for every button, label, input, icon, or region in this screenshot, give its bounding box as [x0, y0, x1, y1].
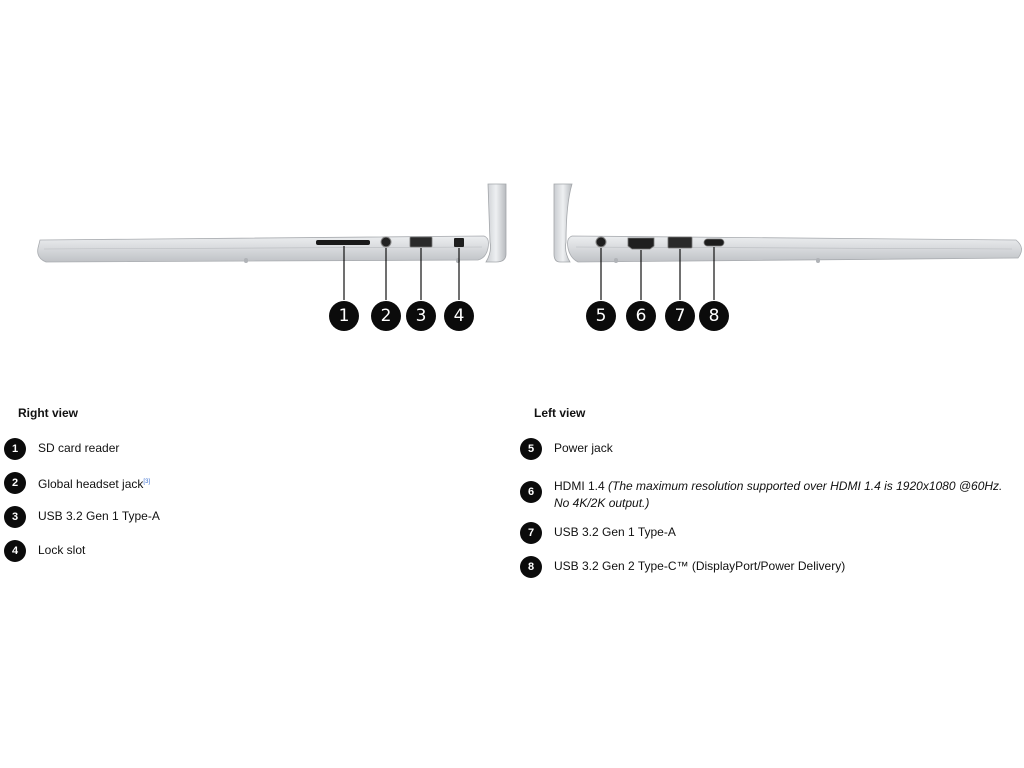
laptop-side-views-figure	[0, 0, 1024, 340]
callout-5: 5	[586, 301, 616, 331]
usb-a-port-left	[668, 237, 692, 248]
callout-3: 3	[406, 301, 436, 331]
callout-7: 7	[665, 301, 695, 331]
sd-card-slot	[316, 240, 370, 245]
callout-1: 1	[329, 301, 359, 331]
legend-label: Global headset jack[3]	[38, 477, 151, 491]
left-view-laptop	[554, 184, 1022, 300]
left-view-title: Left view	[534, 406, 586, 420]
callout-8: 8	[699, 301, 729, 331]
number-badge: 4	[4, 540, 26, 562]
number-badge: 2	[4, 472, 26, 494]
number-badge: 7	[520, 522, 542, 544]
legend-item-power-jack	[520, 438, 613, 460]
hdmi-note: (The maximum resolution supported over HDMI 1.4 is 1920x1080 @60Hz. No 4K/2K output.)	[554, 479, 1003, 510]
right-view-title: Right view	[18, 406, 79, 420]
number-badge: 5	[520, 438, 542, 460]
legend-label: USB 3.2 Gen 2 Type-C™ (DisplayPort/Power Delivery)	[554, 559, 846, 573]
usb-c-port	[704, 239, 724, 246]
lock-slot	[454, 238, 464, 247]
legend-label: SD card reader	[38, 441, 120, 455]
number-badge: 6	[520, 481, 542, 503]
usb-a-port-right	[410, 237, 432, 247]
number-badge: 1	[4, 438, 26, 460]
legend-label: Power jack	[554, 441, 613, 455]
legend-item-headset-jack	[4, 472, 150, 494]
legend-label: USB 3.2 Gen 1 Type-A	[554, 525, 676, 539]
number-badge: 3	[4, 506, 26, 528]
callout-4: 4	[444, 301, 474, 331]
legend-item-usb-a-left	[520, 522, 676, 544]
number-badge: 8	[520, 556, 542, 578]
legend-item-usb-a-right	[4, 506, 160, 528]
right-view-laptop	[38, 184, 506, 300]
legend-item-usb-c	[520, 556, 845, 578]
legend-label: Lock slot	[38, 543, 86, 557]
headset-jack	[381, 237, 391, 247]
footnote-link[interactable]: [3]	[143, 479, 151, 485]
legend-label: HDMI 1.4 (The maximum resolution supported over HDMI 1.4 is 1920x1080 @60Hz. No 4K/2K output.)	[554, 479, 1003, 510]
hdmi-port	[628, 238, 654, 249]
power-jack	[596, 237, 606, 247]
laptop-illustration	[0, 0, 1024, 340]
callout-2: 2	[371, 301, 401, 331]
legend-item-hdmi	[520, 476, 1020, 512]
legend-item-sd-card-reader	[4, 438, 119, 460]
legend-label: USB 3.2 Gen 1 Type-A	[38, 509, 160, 523]
legend-item-lock-slot	[4, 540, 85, 562]
callout-6: 6	[626, 301, 656, 331]
